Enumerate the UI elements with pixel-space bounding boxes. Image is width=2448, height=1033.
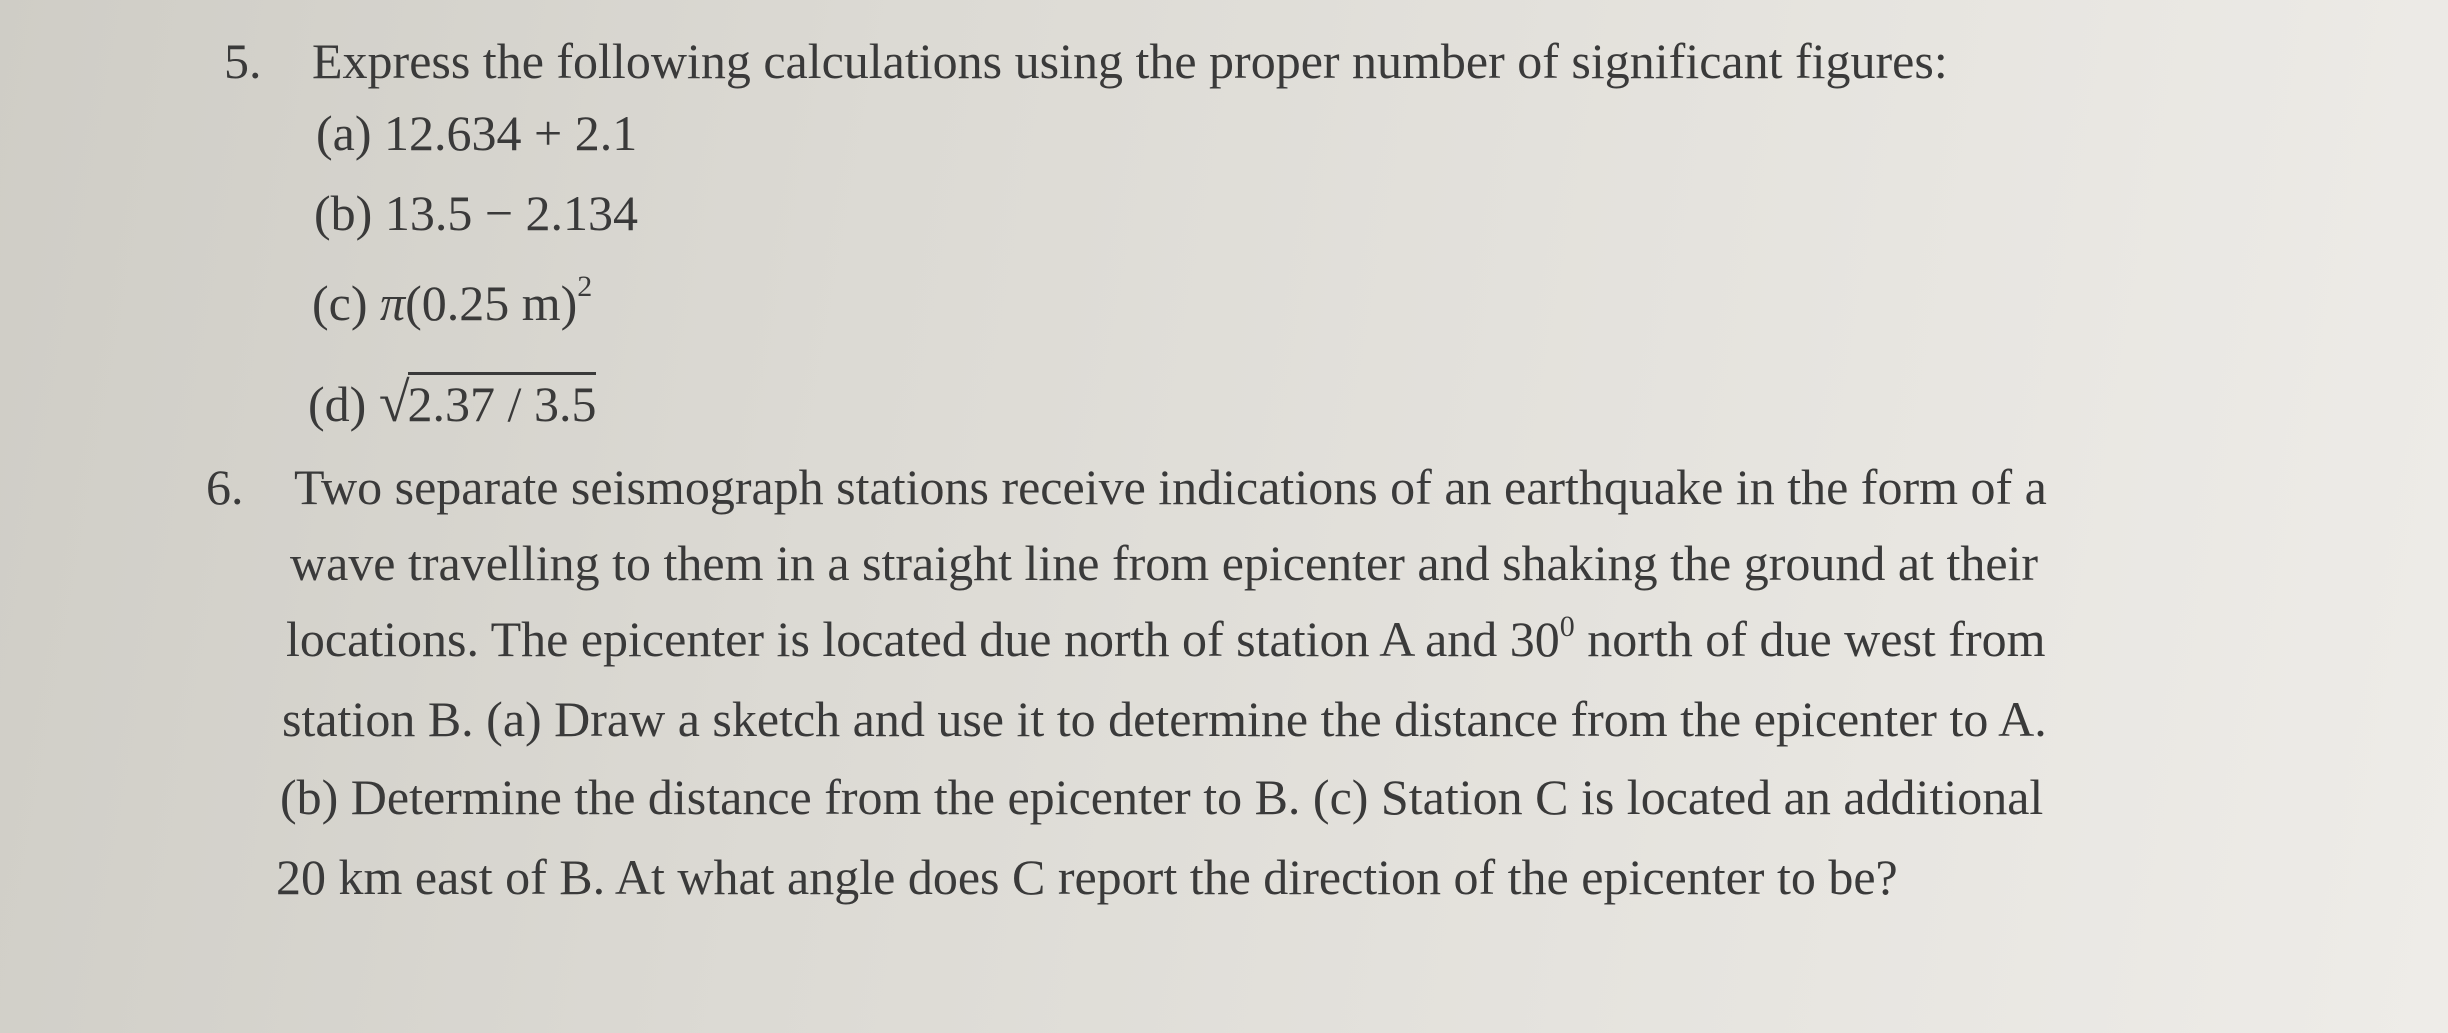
- problem-prompt: Express the following calculations using the proper number of significant figures:: [312, 33, 1948, 89]
- line-text: locations. The epicenter is located due north of station A and 30: [286, 611, 1560, 667]
- problem-line-1: Two separate seismograph stations receive indications of an earthquake in the form of a: [294, 459, 2047, 515]
- degree-mark: 0: [1559, 610, 1575, 643]
- pi-symbol: π: [380, 275, 406, 331]
- part-c: [312, 270, 593, 331]
- problem-line-3: [286, 610, 2046, 667]
- part-label: (a): [316, 105, 372, 161]
- part-label: (c): [312, 275, 368, 331]
- problem-number: 5.: [224, 33, 262, 89]
- part-expression: 12.634 + 2.1: [384, 105, 638, 161]
- part-b: [314, 185, 639, 241]
- problem-line-6: 20 km east of B. At what angle does C report the direction of the epicenter to be?: [276, 849, 1898, 905]
- line-text-rest: north of due west from: [1574, 611, 2046, 667]
- part-label: (d): [308, 376, 367, 432]
- part-label: (b): [314, 185, 373, 241]
- part-d: [308, 372, 597, 434]
- square-root: [378, 372, 597, 434]
- part-expression: (0.25 m): [405, 275, 578, 331]
- part-expression: 13.5 − 2.134: [384, 185, 639, 241]
- problem-line-2: wave travelling to them in a straight line from epicenter and shaking the ground at their: [290, 535, 2039, 591]
- radicand: 2.37 / 3.5: [408, 372, 597, 429]
- exponent: 2: [577, 270, 593, 303]
- problem-line-5: (b) Determine the distance from the epicenter to B. (c) Station C is located an additional: [280, 769, 2044, 825]
- problem-line-4: station B. (a) Draw a sketch and use it to determine the distance from the epicenter to A.: [282, 691, 2047, 747]
- problem-number: 6.: [206, 459, 244, 515]
- part-a: [316, 105, 638, 161]
- radical-sign: √: [378, 372, 410, 434]
